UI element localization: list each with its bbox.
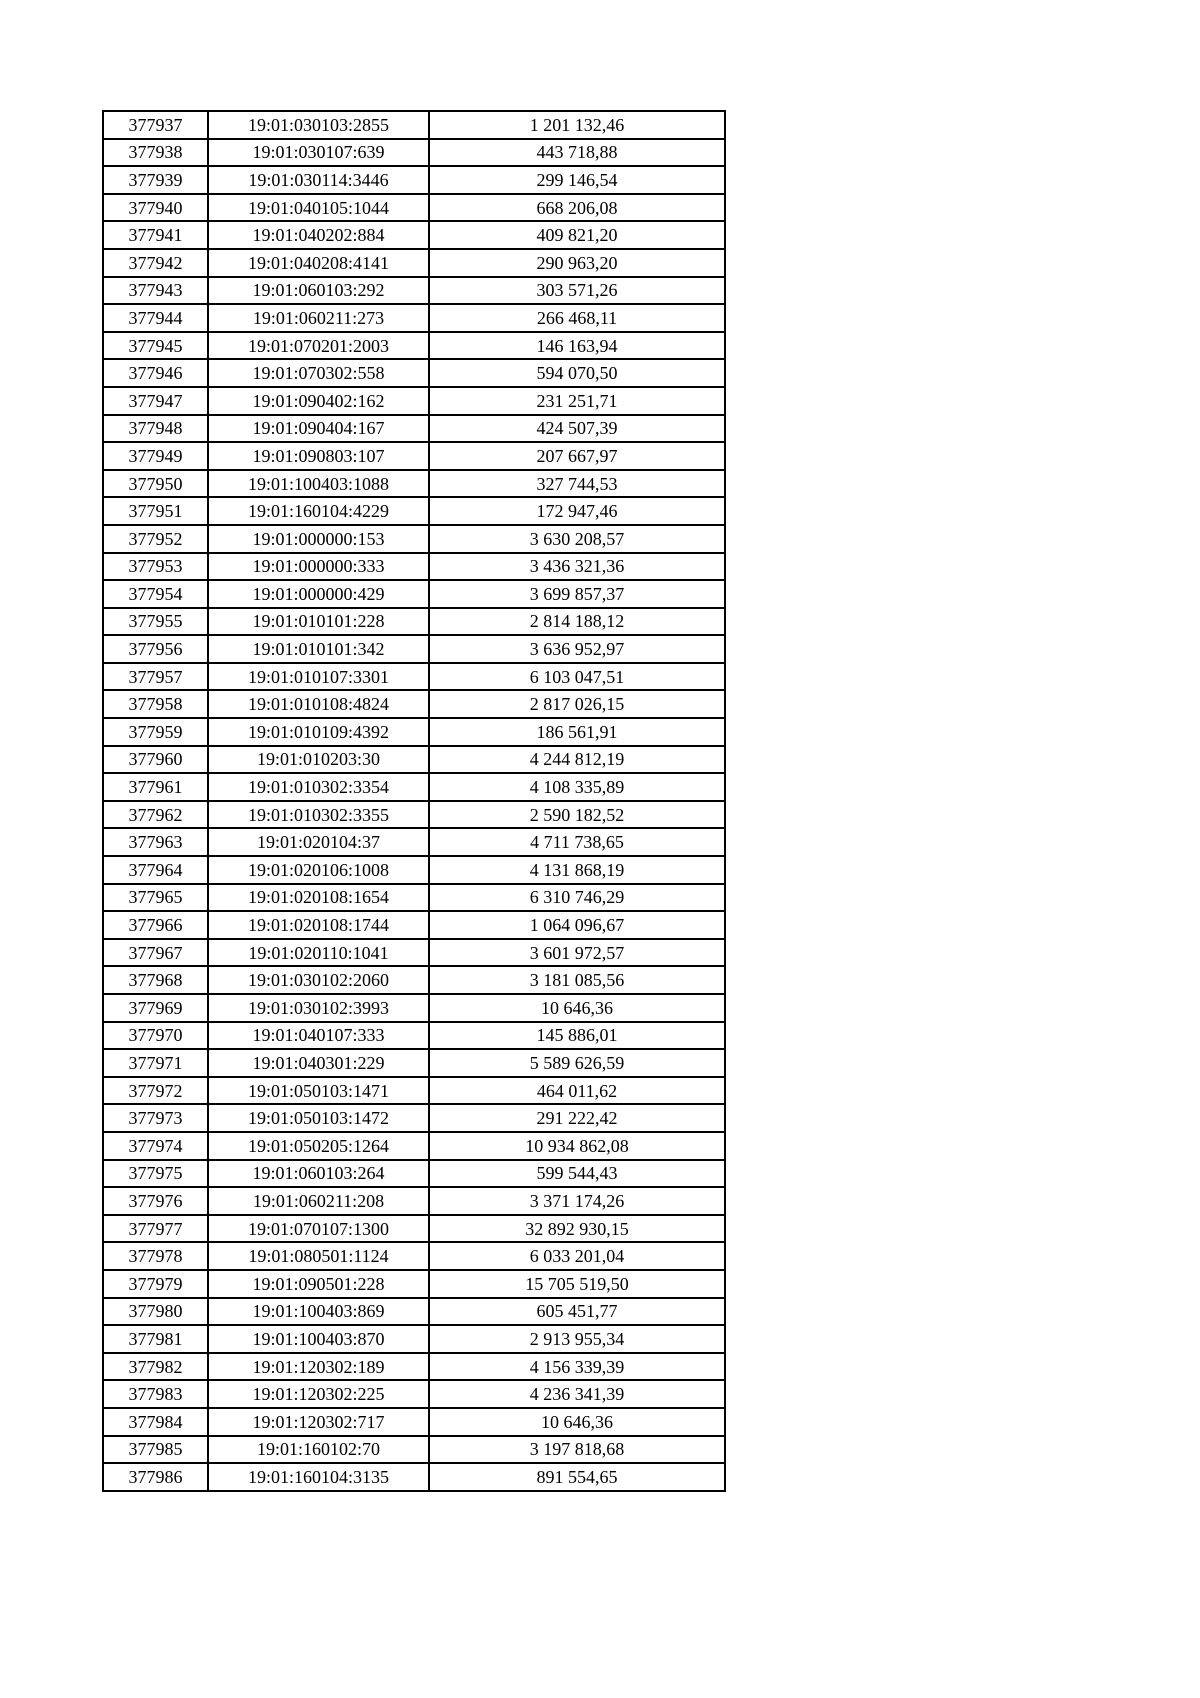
row-number-cell: 377955 — [103, 608, 208, 636]
cadastral-number-cell: 19:01:040301:229 — [208, 1049, 429, 1077]
row-number-cell: 377984 — [103, 1408, 208, 1436]
row-number-cell: 377938 — [103, 139, 208, 167]
row-number-cell: 377964 — [103, 856, 208, 884]
row-number-cell: 377962 — [103, 801, 208, 829]
table-row — [103, 1242, 725, 1270]
row-number-cell: 377943 — [103, 277, 208, 305]
value-cell: 605 451,77 — [429, 1298, 725, 1326]
row-number-cell: 377973 — [103, 1104, 208, 1132]
table-row — [103, 1049, 725, 1077]
row-number-cell: 377983 — [103, 1380, 208, 1408]
value-cell: 409 821,20 — [429, 221, 725, 249]
value-cell: 145 886,01 — [429, 1022, 725, 1050]
table-row — [103, 1270, 725, 1298]
table-row — [103, 470, 725, 498]
value-cell: 5 589 626,59 — [429, 1049, 725, 1077]
table-body — [103, 111, 725, 1491]
table-row — [103, 994, 725, 1022]
row-number-cell: 377947 — [103, 387, 208, 415]
value-cell: 146 163,94 — [429, 332, 725, 360]
cadastral-number-cell: 19:01:090501:228 — [208, 1270, 429, 1298]
row-number-cell: 377976 — [103, 1187, 208, 1215]
value-cell: 4 711 738,65 — [429, 828, 725, 856]
value-cell: 443 718,88 — [429, 139, 725, 167]
value-cell: 2 814 188,12 — [429, 608, 725, 636]
table-row — [103, 801, 725, 829]
row-number-cell: 377940 — [103, 194, 208, 222]
cadastral-number-cell: 19:01:040202:884 — [208, 221, 429, 249]
table-row — [103, 166, 725, 194]
cadastral-number-cell: 19:01:040208:4141 — [208, 249, 429, 277]
row-number-cell: 377953 — [103, 553, 208, 581]
cadastral-number-cell: 19:01:010101:228 — [208, 608, 429, 636]
value-cell: 291 222,42 — [429, 1104, 725, 1132]
row-number-cell: 377979 — [103, 1270, 208, 1298]
table-row — [103, 884, 725, 912]
table-row — [103, 359, 725, 387]
row-number-cell: 377946 — [103, 359, 208, 387]
value-cell: 1 201 132,46 — [429, 111, 725, 139]
cadastral-number-cell: 19:01:090402:162 — [208, 387, 429, 415]
table-row — [103, 773, 725, 801]
value-cell: 3 601 972,57 — [429, 939, 725, 967]
cadastral-number-cell: 19:01:070302:558 — [208, 359, 429, 387]
row-number-cell: 377963 — [103, 828, 208, 856]
row-number-cell: 377939 — [103, 166, 208, 194]
table-row — [103, 690, 725, 718]
cadastral-number-cell: 19:01:030107:639 — [208, 139, 429, 167]
cadastral-number-cell: 19:01:000000:153 — [208, 525, 429, 553]
value-cell: 10 646,36 — [429, 1408, 725, 1436]
table-row — [103, 497, 725, 525]
value-cell: 594 070,50 — [429, 359, 725, 387]
row-number-cell: 377986 — [103, 1463, 208, 1491]
cadastral-number-cell: 19:01:000000:429 — [208, 580, 429, 608]
row-number-cell: 377958 — [103, 690, 208, 718]
row-number-cell: 377981 — [103, 1325, 208, 1353]
cadastral-number-cell: 19:01:030102:3993 — [208, 994, 429, 1022]
table-row — [103, 553, 725, 581]
value-cell: 464 011,62 — [429, 1077, 725, 1105]
value-cell: 327 744,53 — [429, 470, 725, 498]
cadastral-number-cell: 19:01:020108:1654 — [208, 884, 429, 912]
cadastral-number-cell: 19:01:010109:4392 — [208, 718, 429, 746]
cadastral-number-cell: 19:01:080501:1124 — [208, 1242, 429, 1270]
value-cell: 3 636 952,97 — [429, 635, 725, 663]
cadastral-number-cell: 19:01:090404:167 — [208, 415, 429, 443]
value-cell: 186 561,91 — [429, 718, 725, 746]
row-number-cell: 377944 — [103, 304, 208, 332]
value-cell: 2 817 026,15 — [429, 690, 725, 718]
cadastral-number-cell: 19:01:100403:869 — [208, 1298, 429, 1326]
table-row — [103, 277, 725, 305]
table-row — [103, 139, 725, 167]
table-row — [103, 249, 725, 277]
cadastral-number-cell: 19:01:010107:3301 — [208, 663, 429, 691]
cadastral-number-cell: 19:01:030114:3446 — [208, 166, 429, 194]
row-number-cell: 377972 — [103, 1077, 208, 1105]
table-row — [103, 1022, 725, 1050]
value-cell: 6 103 047,51 — [429, 663, 725, 691]
table-row — [103, 1104, 725, 1132]
row-number-cell: 377975 — [103, 1160, 208, 1188]
value-cell: 172 947,46 — [429, 497, 725, 525]
table-row — [103, 746, 725, 774]
cadastral-number-cell: 19:01:050103:1472 — [208, 1104, 429, 1132]
value-cell: 10 934 862,08 — [429, 1132, 725, 1160]
row-number-cell: 377966 — [103, 911, 208, 939]
table-row — [103, 663, 725, 691]
cadastral-number-cell: 19:01:160102:70 — [208, 1436, 429, 1464]
value-cell: 10 646,36 — [429, 994, 725, 1022]
table-row — [103, 1436, 725, 1464]
table-row — [103, 1325, 725, 1353]
cadastral-number-cell: 19:01:030103:2855 — [208, 111, 429, 139]
cadastral-number-cell: 19:01:010108:4824 — [208, 690, 429, 718]
row-number-cell: 377978 — [103, 1242, 208, 1270]
table-row — [103, 194, 725, 222]
table-row — [103, 1160, 725, 1188]
value-cell: 1 064 096,67 — [429, 911, 725, 939]
table-row — [103, 304, 725, 332]
row-number-cell: 377937 — [103, 111, 208, 139]
table-row — [103, 221, 725, 249]
table-row — [103, 911, 725, 939]
value-cell: 668 206,08 — [429, 194, 725, 222]
value-cell: 891 554,65 — [429, 1463, 725, 1491]
table-row — [103, 828, 725, 856]
table-row — [103, 111, 725, 139]
cadastral-number-cell: 19:01:020106:1008 — [208, 856, 429, 884]
cadastral-number-cell: 19:01:060211:273 — [208, 304, 429, 332]
cadastral-number-cell: 19:01:060103:292 — [208, 277, 429, 305]
row-number-cell: 377985 — [103, 1436, 208, 1464]
value-cell: 4 156 339,39 — [429, 1353, 725, 1381]
row-number-cell: 377980 — [103, 1298, 208, 1326]
cadastral-number-cell: 19:01:040107:333 — [208, 1022, 429, 1050]
cadastral-number-cell: 19:01:160104:4229 — [208, 497, 429, 525]
table-row — [103, 580, 725, 608]
cadastral-number-cell: 19:01:010302:3354 — [208, 773, 429, 801]
row-number-cell: 377950 — [103, 470, 208, 498]
value-cell: 4 236 341,39 — [429, 1380, 725, 1408]
cadastral-number-cell: 19:01:100403:870 — [208, 1325, 429, 1353]
row-number-cell: 377970 — [103, 1022, 208, 1050]
cadastral-number-cell: 19:01:020110:1041 — [208, 939, 429, 967]
value-cell: 3 371 174,26 — [429, 1187, 725, 1215]
table-row — [103, 1380, 725, 1408]
table-row — [103, 608, 725, 636]
value-cell: 599 544,43 — [429, 1160, 725, 1188]
table-row — [103, 415, 725, 443]
value-cell: 299 146,54 — [429, 166, 725, 194]
value-cell: 424 507,39 — [429, 415, 725, 443]
value-cell: 4 244 812,19 — [429, 746, 725, 774]
row-number-cell: 377956 — [103, 635, 208, 663]
cadastral-number-cell: 19:01:010203:30 — [208, 746, 429, 774]
value-cell: 303 571,26 — [429, 277, 725, 305]
table-row — [103, 939, 725, 967]
row-number-cell: 377961 — [103, 773, 208, 801]
cadastral-number-cell: 19:01:090803:107 — [208, 442, 429, 470]
table-row — [103, 635, 725, 663]
value-cell: 15 705 519,50 — [429, 1270, 725, 1298]
table-row — [103, 1215, 725, 1243]
row-number-cell: 377971 — [103, 1049, 208, 1077]
cadastral-number-cell: 19:01:120302:717 — [208, 1408, 429, 1436]
cadastral-number-cell: 19:01:010101:342 — [208, 635, 429, 663]
row-number-cell: 377951 — [103, 497, 208, 525]
row-number-cell: 377977 — [103, 1215, 208, 1243]
cadastral-number-cell: 19:01:070201:2003 — [208, 332, 429, 360]
cadastral-number-cell: 19:01:100403:1088 — [208, 470, 429, 498]
row-number-cell: 377965 — [103, 884, 208, 912]
cadastral-number-cell: 19:01:160104:3135 — [208, 1463, 429, 1491]
cadastral-number-cell: 19:01:040105:1044 — [208, 194, 429, 222]
row-number-cell: 377974 — [103, 1132, 208, 1160]
table-row — [103, 332, 725, 360]
cadastral-number-cell: 19:01:030102:2060 — [208, 966, 429, 994]
value-cell: 3 197 818,68 — [429, 1436, 725, 1464]
cadastral-number-cell: 19:01:070107:1300 — [208, 1215, 429, 1243]
cadastral-number-cell: 19:01:020108:1744 — [208, 911, 429, 939]
row-number-cell: 377960 — [103, 746, 208, 774]
value-cell: 3 699 857,37 — [429, 580, 725, 608]
value-cell: 32 892 930,15 — [429, 1215, 725, 1243]
cadastral-number-cell: 19:01:020104:37 — [208, 828, 429, 856]
cadastral-number-cell: 19:01:120302:225 — [208, 1380, 429, 1408]
value-cell: 2 913 955,34 — [429, 1325, 725, 1353]
value-cell: 231 251,71 — [429, 387, 725, 415]
table-row — [103, 1353, 725, 1381]
table-row — [103, 1187, 725, 1215]
row-number-cell: 377957 — [103, 663, 208, 691]
table-row — [103, 525, 725, 553]
value-cell: 3 630 208,57 — [429, 525, 725, 553]
table-row — [103, 1132, 725, 1160]
value-cell: 3 436 321,36 — [429, 553, 725, 581]
table-row — [103, 856, 725, 884]
value-cell: 290 963,20 — [429, 249, 725, 277]
value-cell: 4 131 868,19 — [429, 856, 725, 884]
table-row — [103, 1298, 725, 1326]
cadastral-number-cell: 19:01:060211:208 — [208, 1187, 429, 1215]
row-number-cell: 377941 — [103, 221, 208, 249]
row-number-cell: 377969 — [103, 994, 208, 1022]
table-row — [103, 1077, 725, 1105]
table-row — [103, 718, 725, 746]
row-number-cell: 377982 — [103, 1353, 208, 1381]
value-cell: 2 590 182,52 — [429, 801, 725, 829]
value-cell: 207 667,97 — [429, 442, 725, 470]
row-number-cell: 377959 — [103, 718, 208, 746]
table-row — [103, 966, 725, 994]
cadastral-number-cell: 19:01:060103:264 — [208, 1160, 429, 1188]
cadastral-number-cell: 19:01:000000:333 — [208, 553, 429, 581]
table-row — [103, 387, 725, 415]
row-number-cell: 377968 — [103, 966, 208, 994]
table-row — [103, 442, 725, 470]
value-cell: 266 468,11 — [429, 304, 725, 332]
row-number-cell: 377942 — [103, 249, 208, 277]
value-cell: 6 033 201,04 — [429, 1242, 725, 1270]
value-cell: 4 108 335,89 — [429, 773, 725, 801]
row-number-cell: 377948 — [103, 415, 208, 443]
table-row — [103, 1408, 725, 1436]
row-number-cell: 377967 — [103, 939, 208, 967]
cadastral-number-cell: 19:01:050205:1264 — [208, 1132, 429, 1160]
row-number-cell: 377952 — [103, 525, 208, 553]
value-cell: 6 310 746,29 — [429, 884, 725, 912]
value-cell: 3 181 085,56 — [429, 966, 725, 994]
row-number-cell: 377949 — [103, 442, 208, 470]
row-number-cell: 377945 — [103, 332, 208, 360]
table-row — [103, 1463, 725, 1491]
cadastral-number-cell: 19:01:120302:189 — [208, 1353, 429, 1381]
cadastral-number-cell: 19:01:050103:1471 — [208, 1077, 429, 1105]
cadastral-number-cell: 19:01:010302:3355 — [208, 801, 429, 829]
cadastral-value-table — [102, 110, 726, 1492]
row-number-cell: 377954 — [103, 580, 208, 608]
